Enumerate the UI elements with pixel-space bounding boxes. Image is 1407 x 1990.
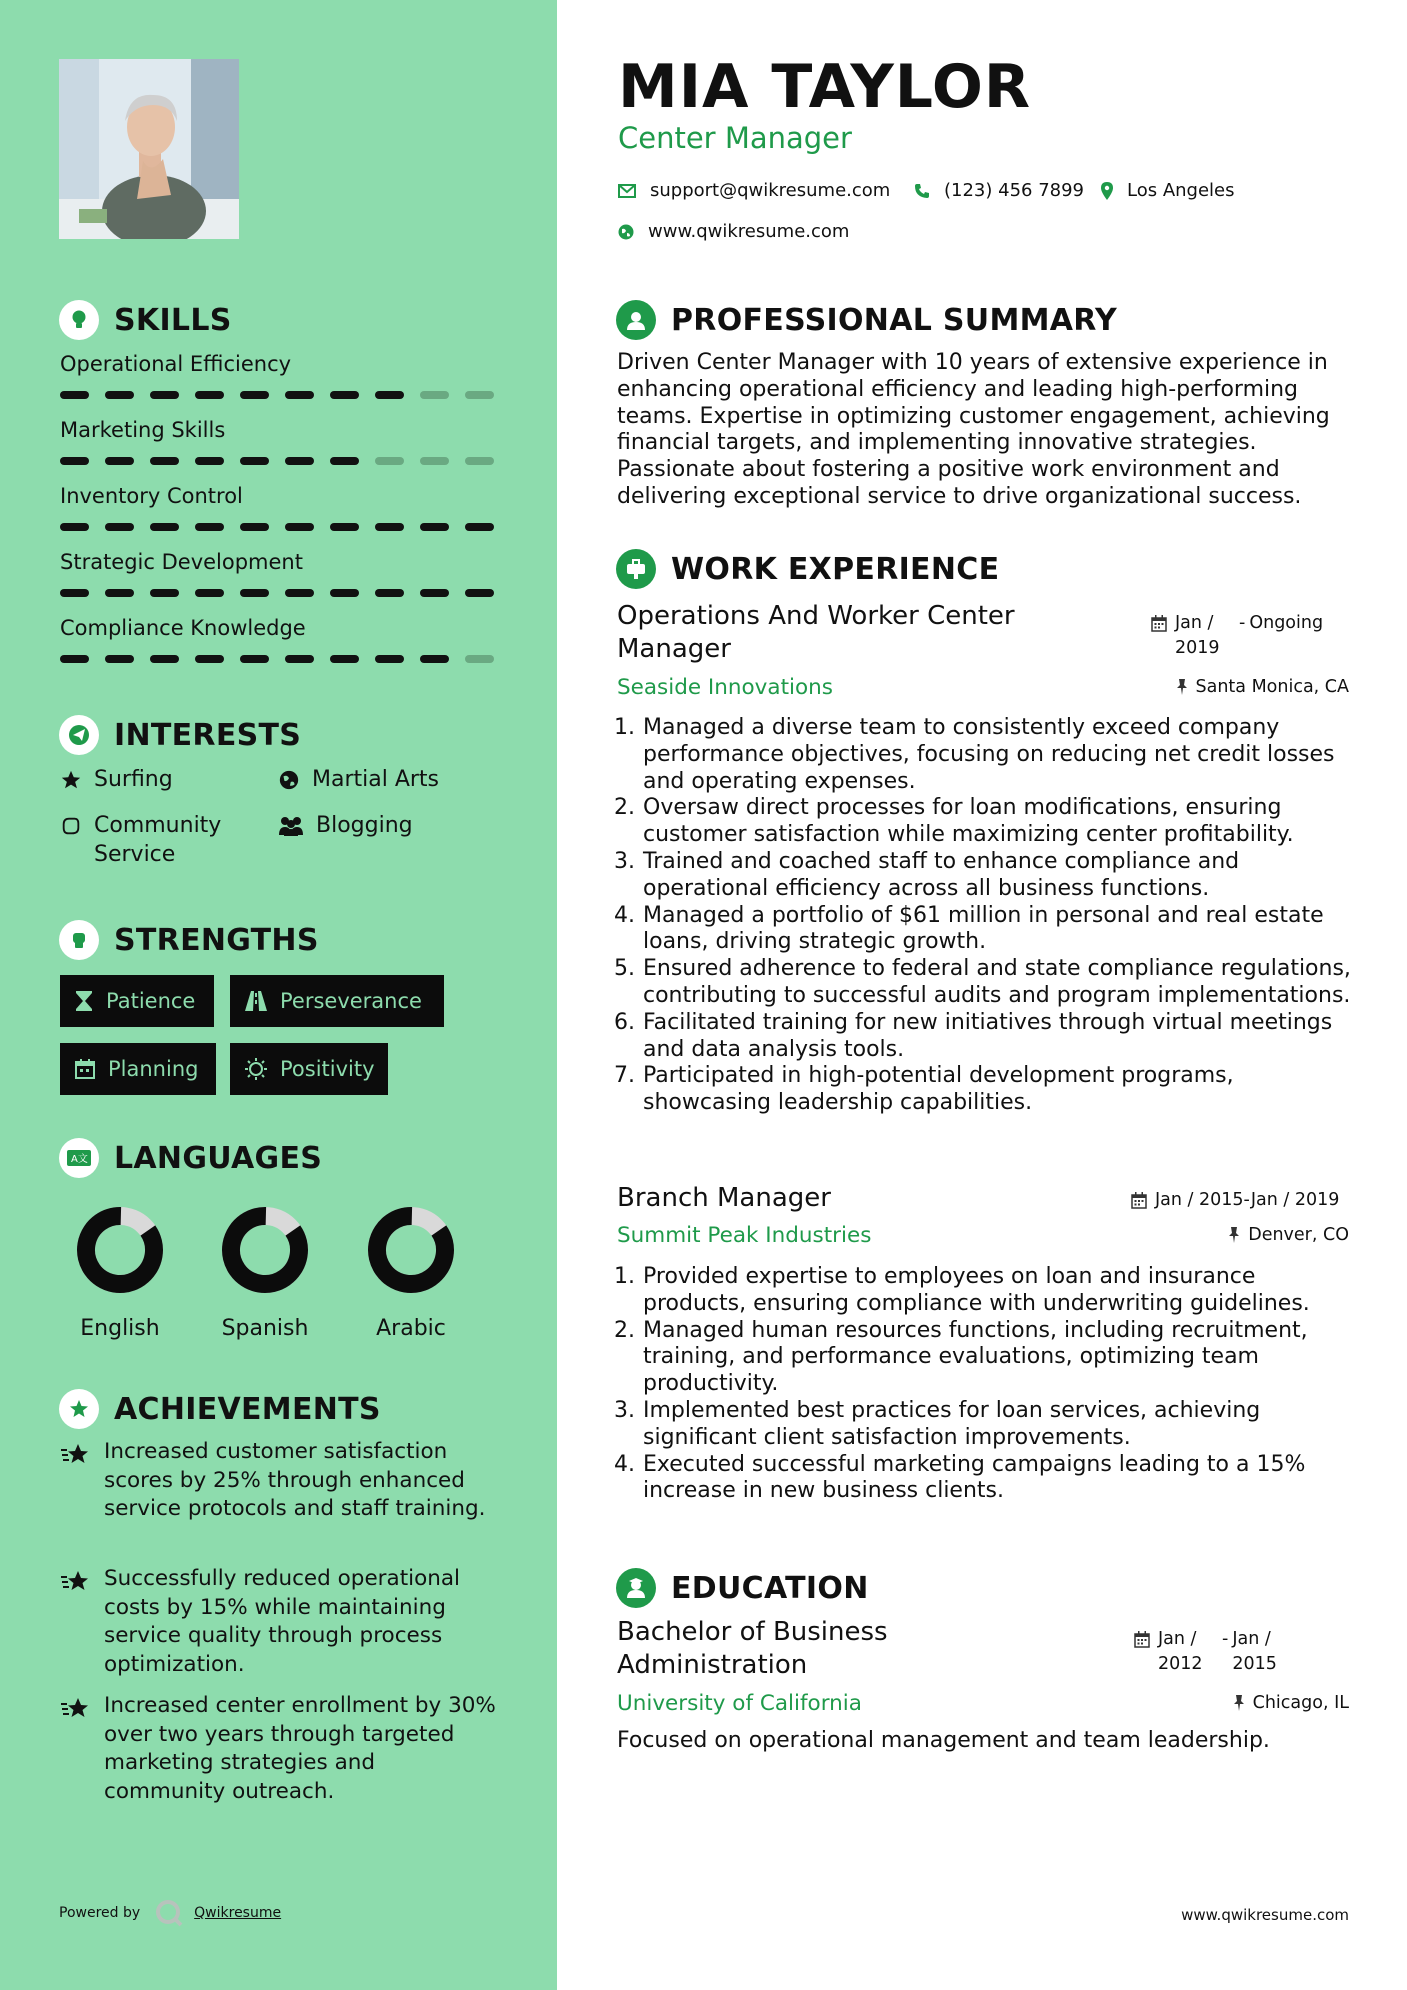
- skill-dash-filled: [195, 457, 224, 465]
- skill-dash-filled: [240, 391, 269, 399]
- website-text: www.qwikresume.com: [648, 221, 850, 242]
- graduate-icon: [616, 1568, 656, 1608]
- bullet-item: 2. Oversaw direct processes for loan modifications, ensuring customer satisfaction while maximizing center profitability.: [614, 795, 1294, 848]
- svg-text:A文: A文: [71, 1154, 88, 1165]
- achievement-item: [60, 1565, 500, 1679]
- achievement-star-icon: [60, 1569, 92, 1595]
- strengths-header: [59, 920, 319, 960]
- experience-title: WORK EXPERIENCE: [671, 551, 1000, 587]
- skill-dash-filled: [375, 391, 404, 399]
- bullet-item: 1. Provided expertise to employees on loan and insurance products, ensuring compliance with underwriting guidelines.: [614, 1264, 1310, 1316]
- language-label: Arabic: [376, 1316, 446, 1341]
- language-label: English: [80, 1316, 160, 1341]
- candidate-name: MIA TAYLOR: [618, 52, 1032, 122]
- skill-dash-filled: [105, 523, 134, 531]
- hand-icon: [60, 815, 82, 837]
- phone-text: (123) 456 7899: [944, 180, 1085, 201]
- skill-dash-filled: [285, 523, 314, 531]
- language-proficiency-arc: [73, 1203, 168, 1298]
- location-text: Los Angeles: [1127, 180, 1235, 201]
- interest-item: [278, 811, 413, 840]
- calendar-icon: [1131, 1192, 1147, 1209]
- skill-dash-filled: [330, 523, 359, 531]
- strength-badge: [60, 975, 214, 1027]
- skill-name: Marketing Skills: [60, 418, 226, 442]
- skill-dash-filled: [465, 523, 494, 531]
- skill-dash-filled: [285, 391, 314, 399]
- strength-label: Planning: [108, 1057, 199, 1081]
- envelope-icon: [618, 184, 636, 198]
- language-item: [50, 1200, 190, 1341]
- achievements-title: ACHIEVEMENTS: [114, 1391, 381, 1427]
- user-icon: [616, 300, 656, 340]
- skill-dash-filled: [60, 589, 89, 597]
- education-header: [616, 1568, 869, 1608]
- skill-dash-filled: [195, 523, 224, 531]
- skill-rating-bar: [60, 589, 494, 597]
- achievement-text: Increased center enrollment by 30% over two years through targeted marketing strategies and community outreach.: [104, 1693, 496, 1804]
- skill-dash-filled: [330, 655, 359, 663]
- education-description: Focused on operational management and team leadership.: [617, 1728, 1270, 1753]
- contact-email[interactable]: [618, 180, 890, 201]
- powered-by-label: Powered by: [59, 1905, 141, 1921]
- skill-name: Compliance Knowledge: [60, 616, 306, 640]
- skill-dash-filled: [375, 589, 404, 597]
- skill-rating-bar: [60, 457, 494, 465]
- skill-rating-bar: [60, 523, 494, 531]
- job-dates-text: Jan / 2015-Jan / 2019: [1155, 1190, 1340, 1210]
- company-name: Summit Peak Industries: [617, 1223, 872, 1248]
- email-text: support@qwikresume.com: [650, 180, 891, 201]
- skill-dash-filled: [105, 457, 134, 465]
- award-star-icon: [59, 1389, 99, 1429]
- education-dates: Jan / 2012 - Jan / 2015: [1134, 1627, 1286, 1677]
- job-bullets: [612, 715, 1357, 1117]
- strength-label: Positivity: [280, 1057, 375, 1081]
- interest-item: [278, 765, 439, 794]
- achievement-star-icon: [60, 1696, 92, 1722]
- job-end-date: Ongoing: [1249, 613, 1324, 633]
- company-name: Seaside Innovations: [617, 675, 833, 700]
- job-title: Branch Manager: [617, 1183, 831, 1213]
- briefcase-icon: [616, 549, 656, 589]
- skill-dash-filled: [420, 589, 449, 597]
- language-proficiency-arc: [218, 1203, 313, 1298]
- skill-dash-filled: [105, 391, 134, 399]
- education-location: [1233, 1693, 1349, 1713]
- users-icon: [278, 815, 304, 837]
- bullet-item: 3. Trained and coached staff to enhance compliance and operational efficiency across all business functions.: [614, 848, 1240, 901]
- profile-photo: [59, 59, 239, 239]
- skill-dash-filled: [330, 589, 359, 597]
- bullet-item: 6. Facilitated training for new initiatives through virtual meetings and data analysis tools.: [614, 1009, 1333, 1062]
- skill-dash-filled: [285, 655, 314, 663]
- strength-label: Patience: [106, 989, 196, 1013]
- globe-icon: [278, 769, 300, 791]
- bullet-item: 4. Managed a portfolio of $61 million in personal and real estate loans, driving strategic growth.: [614, 902, 1324, 955]
- bullet-item: 1. Managed a diverse team to consistently exceed company performance objectives, focusing on reducing net credit losses and operating expenses.: [614, 715, 1335, 794]
- road-icon: [244, 991, 268, 1011]
- interests-title: INTERESTS: [114, 717, 302, 753]
- language-donut: [215, 1200, 315, 1300]
- skill-dash-filled: [60, 523, 89, 531]
- skill-dash-filled: [330, 457, 359, 465]
- skill-dash-filled: [330, 391, 359, 399]
- skill-dash-filled: [375, 655, 404, 663]
- skill-rating-bar: [60, 655, 494, 663]
- skill-dash-filled: [465, 589, 494, 597]
- qwikresume-logo-icon: [154, 1898, 184, 1928]
- interest-item: [60, 811, 260, 869]
- job-bullets: [612, 1264, 1357, 1505]
- skill-dash-filled: [150, 655, 179, 663]
- bullet-item: 7. Participated in high-potential development programs, showcasing leadership capabilities.: [614, 1063, 1234, 1116]
- calendar-icon: [74, 1058, 96, 1080]
- skill-dash-empty: [375, 457, 404, 465]
- contact-location: [1101, 180, 1235, 201]
- skill-dash-filled: [195, 391, 224, 399]
- achievement-item: [60, 1692, 500, 1806]
- job-start-date: Jan / 2019: [1175, 613, 1220, 658]
- job-location-text: Denver, CO: [1248, 1225, 1349, 1245]
- strength-badge: [230, 1043, 388, 1095]
- education-title: EDUCATION: [671, 1570, 869, 1606]
- skill-dash-empty: [465, 655, 494, 663]
- skill-dash-empty: [465, 457, 494, 465]
- pin-icon: [1228, 1227, 1240, 1243]
- job-dates: Jan / 2019 - Ongoing: [1151, 611, 1321, 661]
- pin-icon: [1233, 1695, 1245, 1711]
- skill-dash-filled: [420, 655, 449, 663]
- contact-phone[interactable]: [914, 180, 1084, 201]
- skill-dash-filled: [240, 589, 269, 597]
- languages-header: [59, 1138, 322, 1178]
- achievements-header: [59, 1389, 381, 1429]
- skill-rating-bar: [60, 391, 494, 399]
- star-icon: [60, 769, 82, 791]
- achievement-star-icon: [60, 1442, 92, 1468]
- calendar-icon: [1134, 1631, 1150, 1648]
- fist-icon: [59, 920, 99, 960]
- contact-website[interactable]: [618, 221, 849, 242]
- job-location: [1176, 677, 1350, 697]
- skill-dash-empty: [465, 391, 494, 399]
- skill-dash-filled: [105, 589, 134, 597]
- skill-dash-filled: [60, 655, 89, 663]
- skill-dash-filled: [60, 391, 89, 399]
- qwikresume-link[interactable]: Qwikresume: [194, 1905, 282, 1921]
- skills-title: SKILLS: [114, 302, 232, 338]
- interests-header: [59, 715, 301, 755]
- language-item: [195, 1200, 335, 1341]
- skill-name: Operational Efficiency: [60, 352, 292, 376]
- sidebar: [0, 0, 557, 1990]
- footer-website[interactable]: www.qwikresume.com: [1181, 1906, 1349, 1924]
- achievement-text: Successfully reduced operational costs by 15% while maintaining service quality through process optimization.: [104, 1566, 461, 1677]
- skill-name: Inventory Control: [60, 484, 243, 508]
- skill-dash-filled: [150, 523, 179, 531]
- candidate-role: Center Manager: [618, 121, 852, 155]
- skill-dash-empty: [420, 457, 449, 465]
- pin-icon: [1176, 679, 1188, 695]
- skill-dash-filled: [240, 457, 269, 465]
- skill-dash-filled: [150, 589, 179, 597]
- job-location-text: Santa Monica, CA: [1195, 677, 1349, 697]
- strength-badge: [230, 975, 444, 1027]
- job-dates: [1131, 1188, 1339, 1213]
- skills-header: [59, 300, 232, 340]
- school-name: University of California: [617, 1691, 862, 1716]
- language-icon: [59, 1138, 99, 1178]
- hourglass-icon: [74, 990, 94, 1012]
- bullet-item: 5. Ensured adherence to federal and state compliance regulations, contributing to successful audits and program implementations.: [614, 956, 1351, 1008]
- summary-header: [616, 300, 1117, 340]
- skill-dash-filled: [60, 457, 89, 465]
- calendar-icon: [1151, 615, 1167, 632]
- language-label: Spanish: [221, 1316, 309, 1341]
- skill-dash-filled: [420, 523, 449, 531]
- skill-dash-filled: [195, 655, 224, 663]
- powered-by: [59, 1898, 281, 1928]
- bullet-item: 4. Executed successful marketing campaigns leading to a 15% increase in new business clients.: [614, 1451, 1306, 1504]
- skill-dash-filled: [285, 589, 314, 597]
- skill-name: Strategic Development: [60, 550, 303, 574]
- interest-label: Community Service: [94, 813, 222, 867]
- summary-text: Driven Center Manager with 10 years of extensive experience in enhancing operational efficiency and leading high-performing teams. Expertise in optimizing customer engagement, achieving financial targets, and implementing innovative strategies. Passionate about fostering a positive work environment and delivering exceptional service to drive organizational success.: [617, 350, 1330, 509]
- language-donut: [361, 1200, 461, 1300]
- education-end-date: Jan / 2015: [1232, 1629, 1277, 1674]
- skill-dash-filled: [375, 523, 404, 531]
- skill-dash-filled: [150, 391, 179, 399]
- bullet-item: 3. Implemented best practices for loan services, achieving significant client satisfaction improvements.: [614, 1397, 1261, 1450]
- language-item: [341, 1200, 481, 1341]
- bullet-item: 2. Managed human resources functions, including recruitment, training, and performance evaluations, optimizing team productivity.: [614, 1317, 1308, 1397]
- interest-item: [60, 765, 173, 794]
- interest-label: Martial Arts: [312, 767, 440, 792]
- strengths-title: STRENGTHS: [114, 922, 319, 958]
- map-marker-icon: [1101, 182, 1113, 200]
- job-location: [1228, 1225, 1349, 1245]
- sun-icon: [244, 1057, 268, 1081]
- skill-dash-filled: [150, 457, 179, 465]
- language-donut: [70, 1200, 170, 1300]
- globe-icon: [618, 224, 634, 240]
- lightbulb-icon: [59, 300, 99, 340]
- strength-label: Perseverance: [280, 989, 422, 1013]
- strength-badge: [60, 1043, 216, 1095]
- summary-title: PROFESSIONAL SUMMARY: [671, 302, 1118, 338]
- skill-dash-filled: [105, 655, 134, 663]
- language-proficiency-arc: [364, 1203, 459, 1298]
- skill-dash-empty: [420, 391, 449, 399]
- job-title: Operations And Worker Center Manager: [617, 601, 1015, 664]
- phone-icon: [914, 183, 930, 199]
- interest-label: Blogging: [316, 813, 413, 838]
- languages-title: LANGUAGES: [114, 1140, 323, 1176]
- experience-header: [616, 549, 999, 589]
- paper-plane-icon: [59, 715, 99, 755]
- interest-label: Surfing: [94, 767, 173, 792]
- education-start-date: Jan / 2012: [1158, 1629, 1203, 1674]
- achievement-text: Increased customer satisfaction scores by 25% through enhanced service protocols and staff training.: [104, 1439, 486, 1521]
- achievement-item: [60, 1438, 500, 1524]
- education-location-text: Chicago, IL: [1252, 1693, 1349, 1713]
- skill-dash-filled: [195, 589, 224, 597]
- skill-dash-filled: [240, 523, 269, 531]
- skill-dash-filled: [240, 655, 269, 663]
- degree-title: Bachelor of Business Administration: [617, 1617, 888, 1680]
- skill-dash-filled: [285, 457, 314, 465]
